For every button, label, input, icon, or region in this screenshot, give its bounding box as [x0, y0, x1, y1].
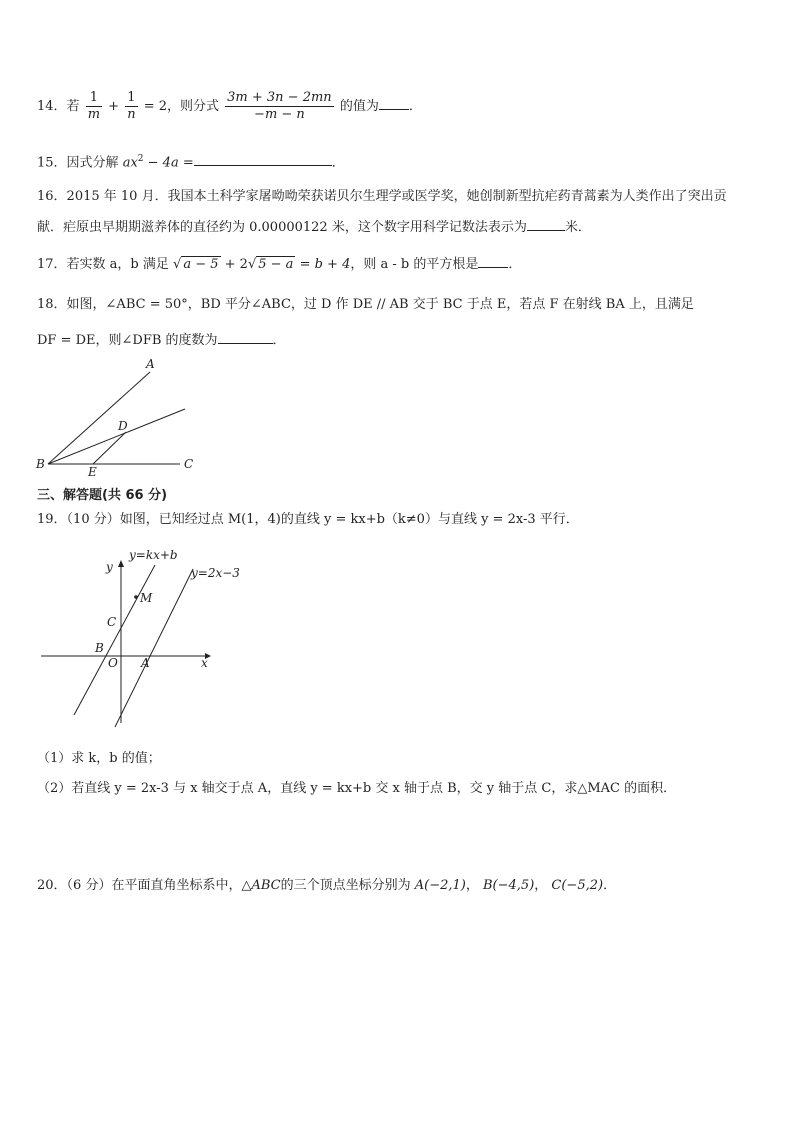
q15-answer-blank — [194, 153, 332, 166]
question-18-line-1: 18．如图，∠ABC = 50°，BD 平分∠ABC，过 D 作 DE // AB 交于 BC 于点 E，若点 F 在射线 BA 上，且满足 — [37, 297, 694, 312]
q14-tail: 的值为 — [339, 99, 379, 114]
question-20: 20．（6 分）在平面直角坐标系中，△ABC的三个顶点坐标分别为 A(−2,1)， B(−4,5)， C(−5,2)． — [37, 878, 617, 893]
label-a: A — [146, 357, 155, 371]
q14-f3-denominator: −m − n — [254, 107, 305, 122]
q14-fraction-1 — [86, 90, 102, 123]
label-o: O — [108, 656, 118, 670]
q17-equation: = b + 4 — [299, 257, 351, 272]
q15-lead: 15．因式分解 — [37, 155, 119, 171]
label-e: E — [88, 465, 97, 479]
q20-stem-a: 20．（6 分）在平面直角坐标系中， — [37, 878, 242, 893]
q14-plus: + — [108, 99, 120, 114]
ray-bd — [48, 409, 185, 464]
question-19-stem: 19．（10 分）如图，已知经过点 M(1，4)的直线 y = kx+b（k≠0）与直线 y = 2x-3 平行． — [37, 512, 579, 527]
line-kx-b — [74, 565, 155, 715]
line-2x-3 — [115, 569, 193, 727]
q17-mid: + 2 — [224, 257, 248, 272]
sqrt-icon: √ — [247, 257, 257, 272]
question-16-line-2 — [37, 218, 591, 237]
y-axis-arrow-icon — [118, 560, 124, 567]
q20-point-b: B(−4,5) — [483, 878, 535, 893]
q17-lead: 17．若实数 a，b 满足 — [37, 257, 169, 272]
question-15 — [37, 150, 345, 172]
q14-fraction-2 — [125, 90, 137, 123]
q16-answer-blank — [527, 218, 565, 231]
q20-stem-b: 的三个顶点坐标分别为 — [280, 878, 411, 893]
sqrt-icon: √ — [173, 257, 182, 272]
q17-radicand-1: a − 5 — [183, 257, 219, 272]
q18-end: ． — [272, 333, 286, 348]
label-c: C — [184, 457, 194, 471]
q18-figure — [30, 350, 210, 480]
q17-tail: ，则 a - b 的平方根是 — [350, 257, 479, 272]
label-line-2x-3: y=2x−3 — [191, 566, 240, 580]
q17-end: ． — [508, 257, 522, 272]
q17-radicand-2: 5 − a — [258, 257, 294, 272]
question-14 — [37, 90, 422, 123]
question-17 — [37, 255, 521, 274]
q14-f1-denominator: m — [87, 107, 101, 122]
label-line-kx-b: y=kx+b — [129, 548, 178, 562]
label-c: C — [107, 615, 117, 629]
q20-point-a: A(−2,1) — [414, 878, 466, 893]
label-x-axis: x — [201, 656, 208, 670]
q20-point-c: C(−5,2) — [551, 878, 604, 893]
q18-answer-blank — [218, 331, 273, 344]
point-m — [134, 595, 138, 599]
q15-expr-a: ax — [122, 155, 138, 171]
label-a: A — [141, 656, 150, 670]
question-16-line-1: 16．2015 年 10 月．我国本土科学家屠呦呦荣获诺贝尔生理学或医学奖，她创制新型抗疟药青蒿素为人类作出了突出贡 — [37, 189, 727, 204]
question-19-sub-2: （2）若直线 y = 2x-3 与 x 轴交于点 A，直线 y = kx+b 交 x 轴于点 B，交 y 轴于点 C，求△MAC 的面积． — [37, 781, 677, 796]
q14-f2-numerator: 1 — [125, 90, 137, 107]
label-d: D — [118, 419, 128, 433]
q16-unit: 米． — [564, 220, 591, 235]
q14-f2-denominator: n — [127, 107, 136, 122]
q14-end: ． — [408, 99, 422, 114]
segment-de — [93, 432, 126, 464]
question-18-line-2 — [37, 331, 286, 350]
label-b: B — [36, 457, 45, 471]
q14-f1-numerator: 1 — [86, 90, 102, 107]
q16-line2-text: 献．疟原虫早期期滋养体的直径约为 0.00000122 米，这个数字用科学记数法表示为 — [37, 220, 527, 235]
label-y-axis: y — [106, 560, 113, 574]
q17-answer-blank — [478, 255, 508, 268]
label-m: M — [140, 591, 153, 605]
q14-f3-numerator: 3m + 3n − 2mn — [227, 90, 332, 105]
label-b: B — [95, 641, 104, 655]
q20-end: ． — [603, 878, 617, 893]
q19-figure — [35, 545, 240, 730]
q15-expr-b: − 4a = — [143, 155, 194, 171]
section-3-heading: 三、解答题(共 66 分) — [37, 488, 168, 503]
ray-ba — [48, 372, 150, 464]
q15-exponent: 2 — [137, 154, 144, 164]
q20-triangle: △ABC — [241, 878, 281, 893]
q14-fraction-3 — [225, 90, 334, 123]
q18-line2-text: DF = DE，则∠DFB 的度数为 — [37, 333, 218, 348]
q14-equals: = 2，则分式 — [143, 99, 220, 114]
q14-number: 14．若 — [37, 99, 80, 114]
q15-end: ． — [331, 155, 345, 171]
question-19-sub-1: （1）求 k，b 的值； — [37, 751, 161, 766]
q14-answer-blank — [379, 97, 409, 110]
